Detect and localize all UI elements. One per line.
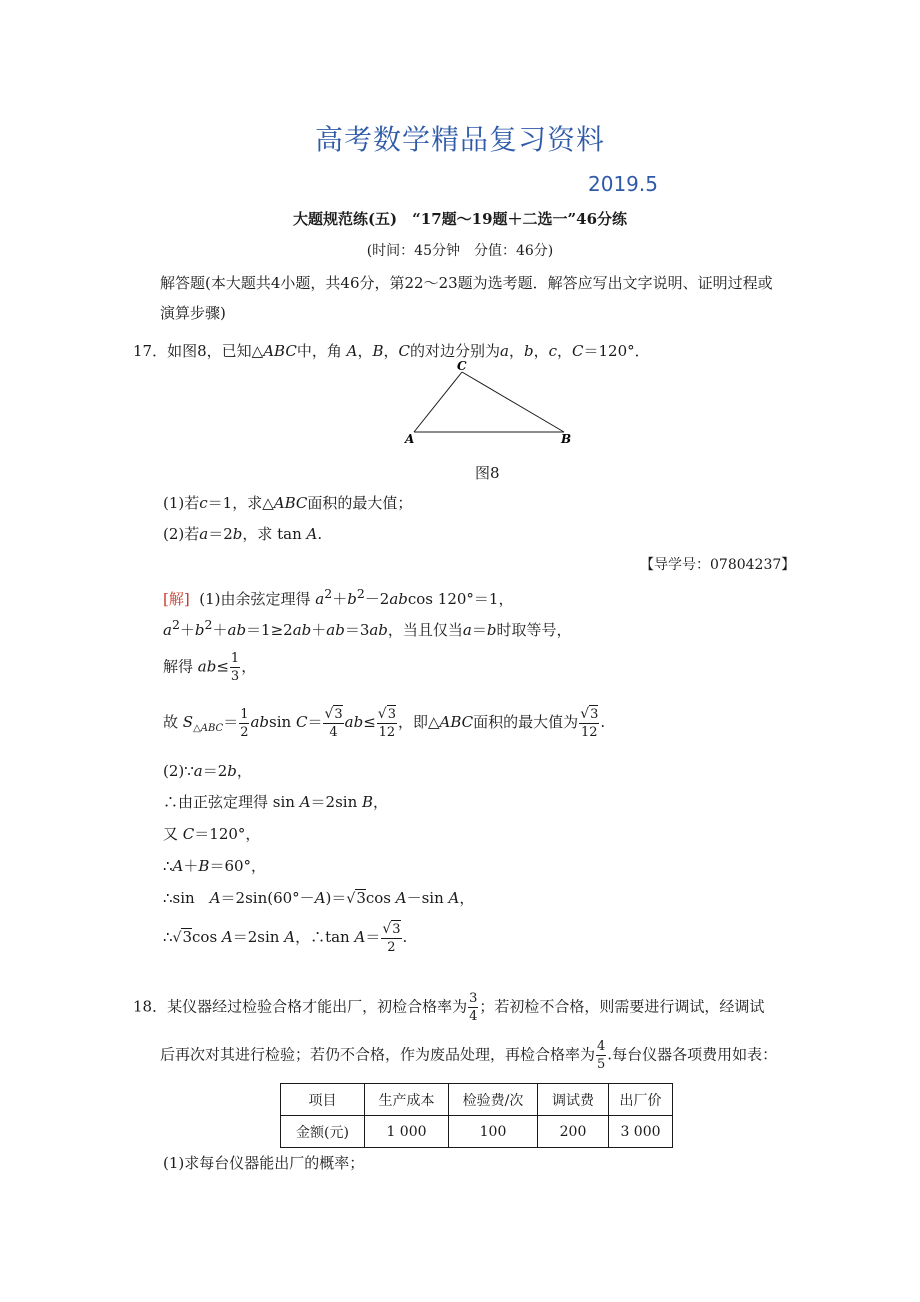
q17-part-1: (1)若c＝1，求△ABC面积的最大值； (163, 494, 413, 512)
side-ac (414, 372, 462, 432)
q17-stem: 17．如图8，已知△ABC中，角 A，B，C的对边分别为a，b，c，C＝120°． (133, 342, 650, 360)
table-cell: 金额(元) (281, 1116, 365, 1148)
guide-number: 【导学号：07804237】 (640, 557, 796, 573)
solution-part2-line-4: ∴A＋B＝60°， (163, 857, 267, 875)
solution-tag: [解] (163, 590, 190, 608)
document-date: 2019.5 (588, 172, 658, 196)
q17-part-2: (2)若a＝2b，求 tan A. (163, 525, 323, 543)
instructions-line-2: 演算步骤) (160, 304, 226, 322)
header-cell: 检验费/次 (449, 1084, 538, 1116)
q18-line-2: 后再次对其进行检验；若仍不合格，作为废品处理，再检合格率为 $\frac{4}{5}$ .每台仪器各项费用如表： (160, 1039, 778, 1072)
solution-line-3: 解得 ab≤ $\frac{1}{3}$ ， (163, 651, 257, 684)
solution-line-1: [解] (1)由余弦定理得 $a^2+b^2-2abcos$ 120°＝1， (163, 586, 514, 608)
solution-line-2: $a^2+b^2+ab=1\ge 2ab+ab=3ab$，当且仅当a＝b时取等号， (163, 617, 572, 639)
cost-table-row (281, 1116, 673, 1148)
exercise-subtitle: (时间：45分钟 分值：46分) (366, 243, 554, 259)
cost-table (280, 1083, 673, 1148)
solution-line-4: 故 $S_{\triangle ABC}=$ $\frac{1}{2}$ absin C＝ $\frac{√3}{4}$ ab≤ $\frac{√3}{12}$ ，即△ABC面积的最大值为 $\frac{√3}{12}$ . (163, 706, 606, 740)
solution-part2-line-6: ∴√3cos A＝2sin A，∴tan A＝ $\frac{√3}{2}$ . (163, 921, 408, 955)
solution-part2-line-5: ∴sin A＝2sin(60°－A)＝√3cos A－sin A， (163, 889, 475, 907)
document-banner: 高考数学精品复习资料 (314, 123, 605, 156)
instructions-line-1: 解答题(本大题共4小题，共46分，第22～23题为选考题．解答应写出文字说明、证明过程或 (160, 274, 773, 292)
figure-caption: 图8 (475, 464, 500, 482)
table-cell: 1 000 (365, 1116, 449, 1148)
table-cell: 100 (449, 1116, 538, 1148)
table-cell: 3 000 (609, 1116, 673, 1148)
solution-part2-line-2: ∴由正弦定理得 sin A＝2sin B， (163, 793, 389, 811)
header-cell: 项目 (281, 1084, 365, 1116)
header-cell: 出厂价 (609, 1084, 673, 1116)
cost-table-header-row (281, 1084, 673, 1116)
exercise-title: 大题规范练(五) “17题～19题＋二选一”46分练 (292, 210, 628, 228)
side-cb (462, 372, 564, 432)
vertex-label-c: C (457, 360, 467, 373)
q18-line-1: 18．某仪器经过检验合格才能出厂，初检合格率为 $\frac{3}{4}$ ；若初检不合格，则需要进行调试，经调试 (133, 991, 765, 1024)
q18-part-1: (1)求每台仪器能出厂的概率； (163, 1154, 365, 1172)
solution-part2-line-1: (2)∵a＝2b， (163, 762, 252, 780)
triangle-figure (395, 360, 585, 450)
vertex-label-a: A (405, 432, 415, 446)
solution-part2-line-3: 又 C＝120°， (163, 825, 261, 843)
vertex-label-b: B (561, 432, 572, 446)
header-cell: 调试费 (538, 1084, 609, 1116)
header-cell: 生产成本 (365, 1084, 449, 1116)
table-cell: 200 (538, 1116, 609, 1148)
